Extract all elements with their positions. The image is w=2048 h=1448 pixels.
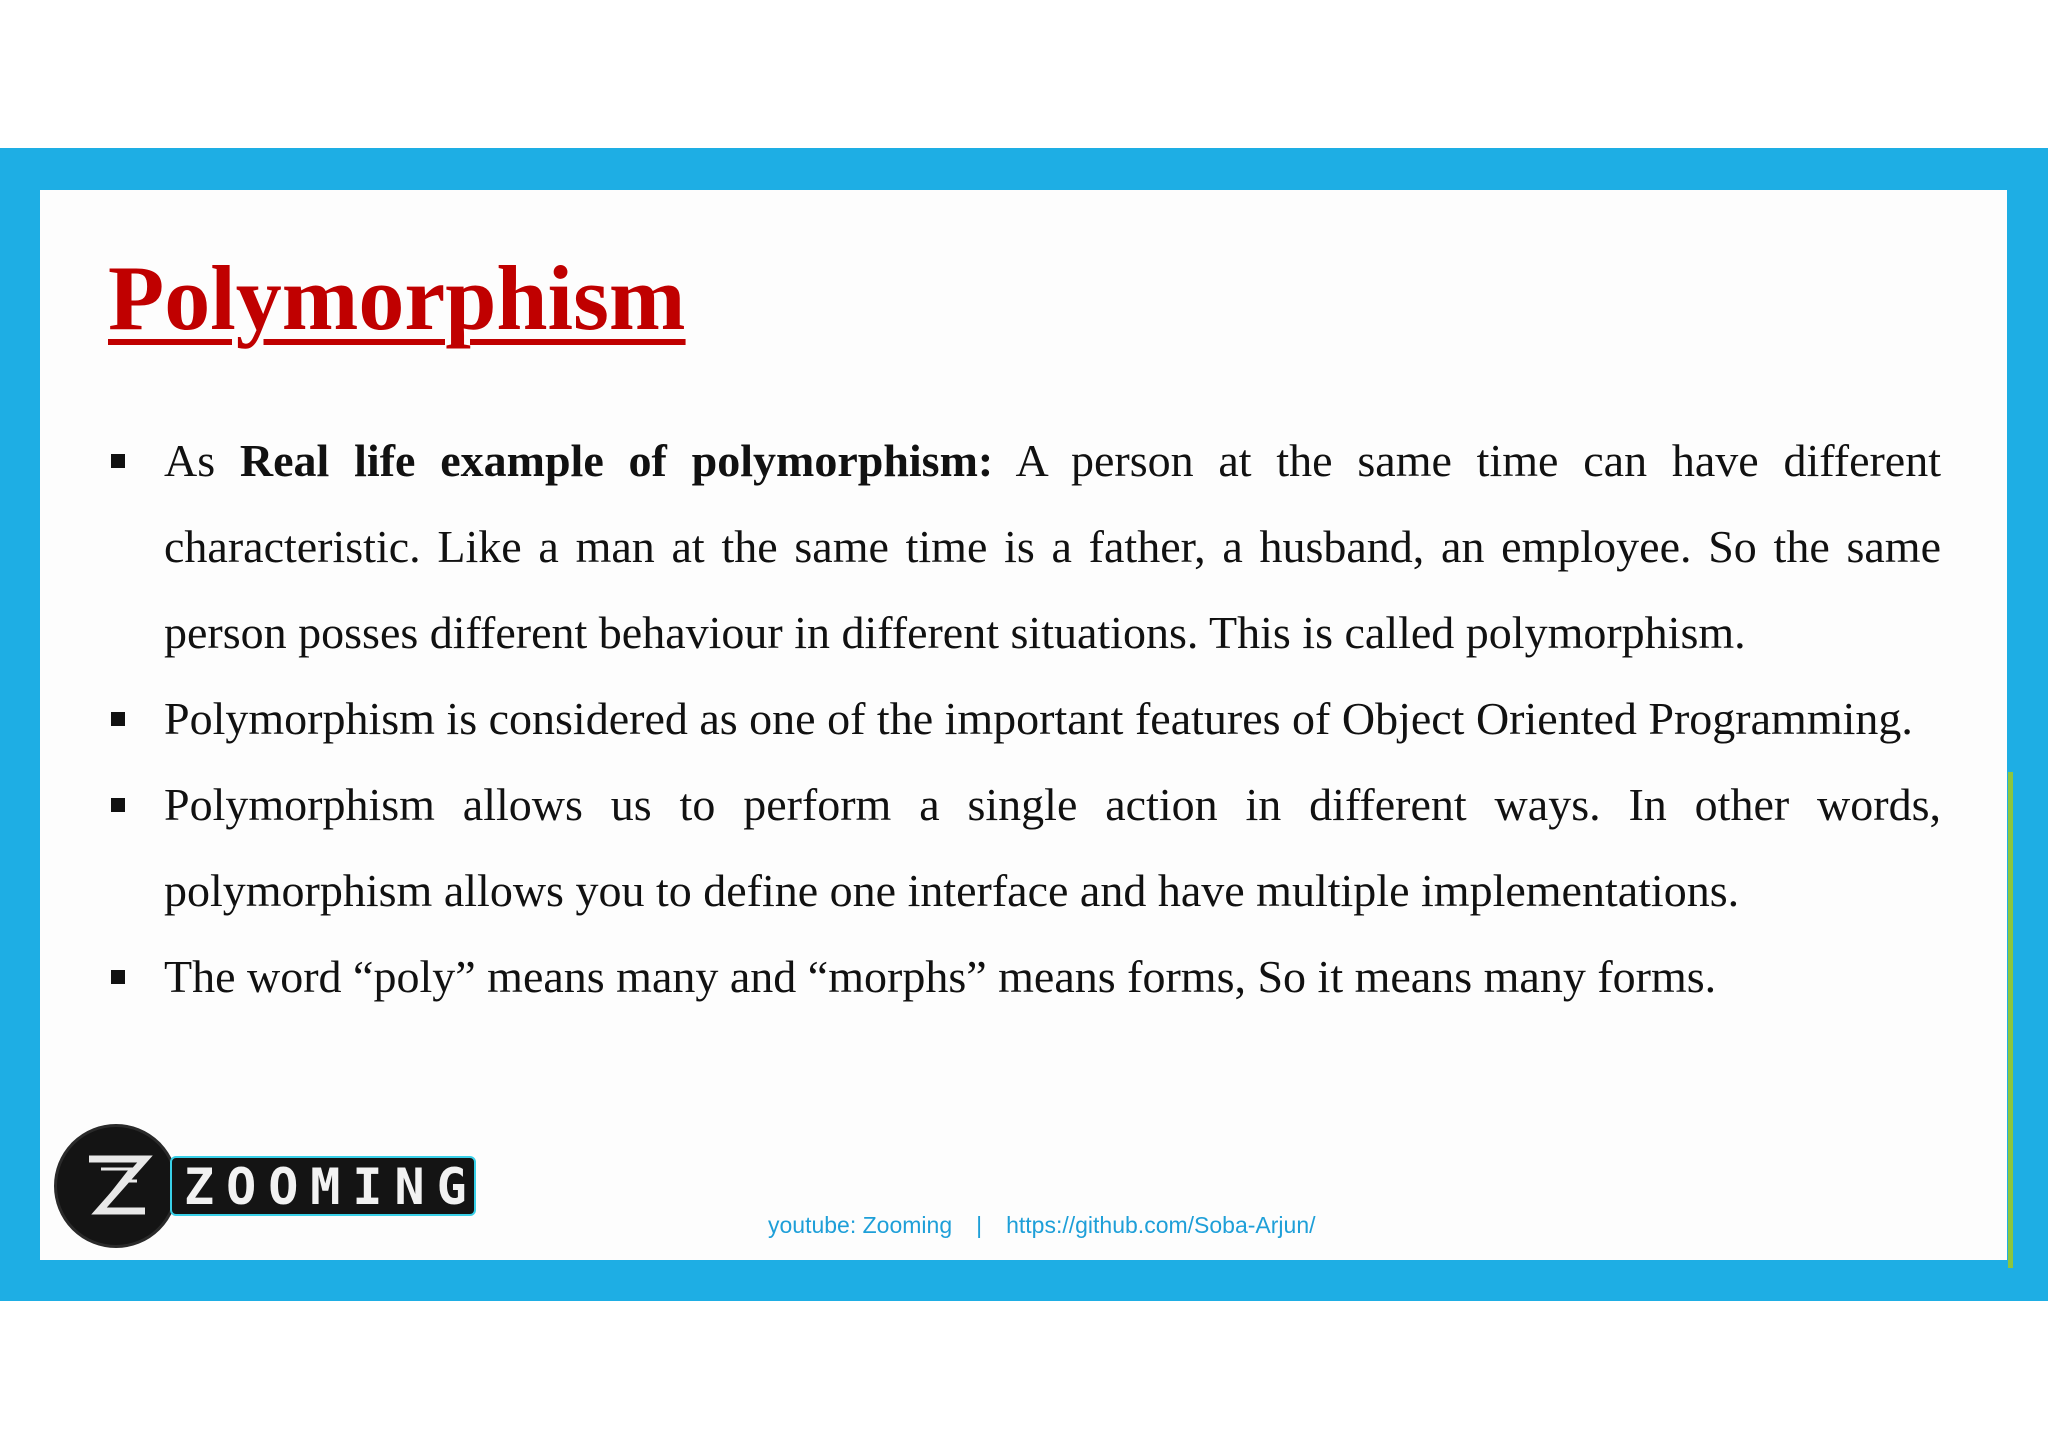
footer-youtube: youtube: Zooming — [768, 1212, 953, 1238]
bullet-item-4 — [108, 934, 1941, 1020]
logo-circle — [54, 1124, 178, 1248]
logo-wordmark: ZOOMING — [184, 1158, 479, 1216]
bullet-item-2 — [108, 676, 1941, 762]
square-bullet-icon — [111, 454, 125, 468]
bullet-item-3 — [108, 762, 1941, 934]
square-bullet-icon — [111, 970, 125, 984]
bullet-list — [108, 418, 1941, 1020]
bullet-bold-run: Real life example of polymorphism: — [239, 435, 994, 486]
zooming-logo — [54, 1124, 479, 1248]
slide-title: Polymorphism — [108, 247, 686, 349]
footer-credits — [768, 1212, 1316, 1239]
square-bullet-icon — [111, 712, 125, 726]
bullet-text: A person at the same time can have different characteristic. Like a man at the same time is a father, a husband, an employee. So the same person posses different behaviour in different situations. This is called polymorphism. — [164, 435, 1942, 658]
bullet-item-1 — [108, 418, 1941, 676]
bullet-text: The word “poly” means many and “morphs” means forms, So it means many forms. — [164, 951, 1717, 1002]
green-accent-edge — [2008, 772, 2013, 1268]
zooming-z-logo-icon — [79, 1147, 155, 1223]
bullet-prefix: As — [164, 435, 240, 486]
bullet-text: Polymorphism is considered as one of the important features of Object Oriented Programming. — [164, 693, 1913, 744]
footer-github-link[interactable]: https://github.com/Soba-Arjun/ — [1006, 1212, 1316, 1238]
footer-separator: | — [976, 1212, 983, 1238]
square-bullet-icon — [111, 798, 125, 812]
bullet-text: Polymorphism allows us to perform a single action in different ways. In other words, polymorphism allows you to define one interface and have multiple implementations. — [164, 779, 1941, 916]
